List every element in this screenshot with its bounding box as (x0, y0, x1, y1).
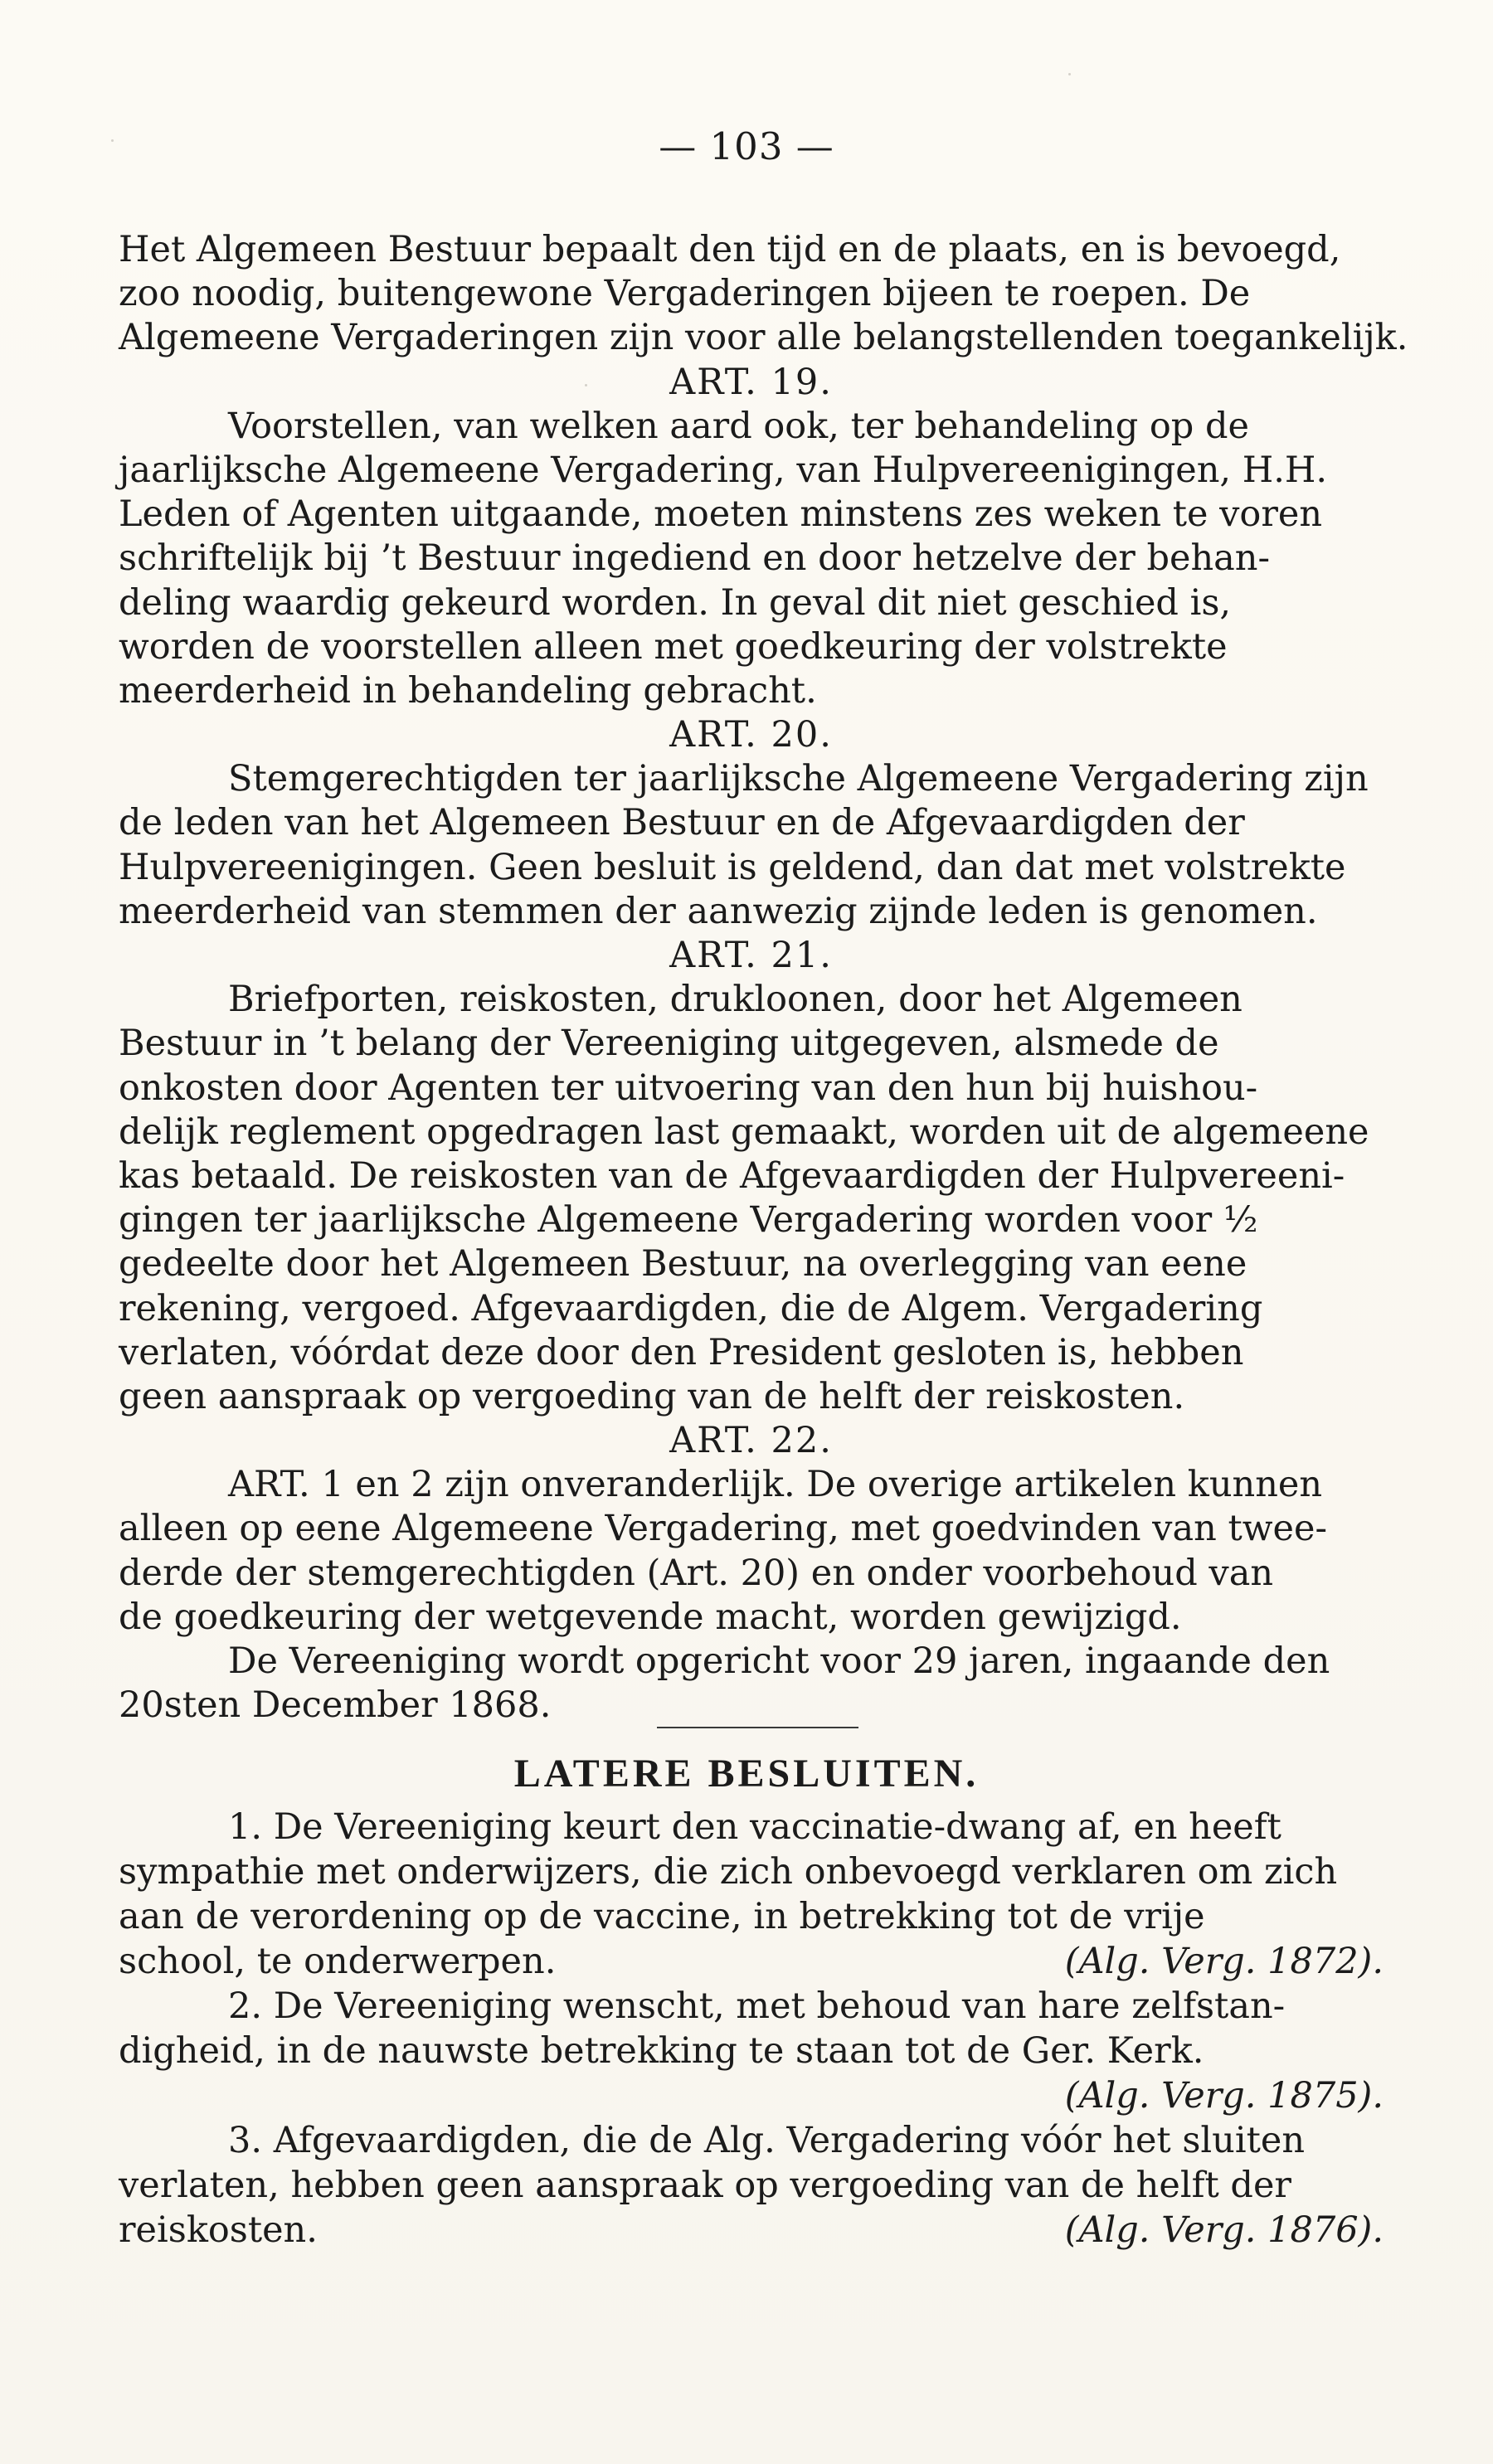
text-line: geen aanspraak op vergoeding van de helft der reiskosten. (119, 1375, 1185, 1417)
text-line: worden de voorstellen alleen met goedkeuring der volstrekte (119, 625, 1228, 668)
text-line: deling waardig gekeurd worden. In geval dit niet geschied is, (119, 581, 1232, 624)
decision-line: 1. De Vereeniging keurt den vaccinatie-dwang af, en heeft (228, 1806, 1281, 1848)
decision-line: reiskosten. (119, 2209, 318, 2251)
latere-besluiten (119, 1805, 1384, 2253)
text-line: schriftelijk bij ’t Bestuur ingediend en door hetzelve der behan- (119, 537, 1271, 580)
print-speck (1068, 73, 1071, 75)
text-line: onkosten door Agenten ter uitvoering van den hun bij huishou- (119, 1067, 1258, 1109)
statute-text (119, 228, 1408, 1728)
article-heading: ART. 20. (669, 714, 833, 756)
decision-line: 3. Afgevaardigden, die de Alg. Vergadering vóór het sluiten (228, 2120, 1306, 2161)
article-heading: ART. 21. (669, 935, 833, 976)
decision-line-with-reference (119, 1939, 1384, 1984)
meeting-reference-line (119, 2073, 1384, 2118)
text-line: meerderheid van stemmen der aanwezig zijnde leden is genomen. (119, 890, 1318, 932)
decision-line: sympathie met onderwijzers, die zich onbevoegd verklaren om zich (119, 1851, 1338, 1893)
text-line: kas betaald. De reiskosten van de Afgevaardigden der Hulpvereeni- (119, 1154, 1345, 1197)
text-line: de leden van het Algemeen Bestuur en de Afgevaardigden der (119, 802, 1245, 844)
text-line: zoo noodig, buitengewone Vergaderingen bijeen te roepen. De (119, 273, 1251, 315)
meeting-reference: (Alg. Verg. 1875). (1064, 2075, 1384, 2117)
page-number: — 103 — (659, 124, 834, 168)
text-line: gedeelte door het Algemeen Bestuur, na overlegging van eene (119, 1243, 1247, 1285)
text-line: Briefporten, reiskosten, drukloonen, door het Algemeen (228, 979, 1243, 1021)
decision-line: aan de verordening op de vaccine, in betrekking tot de vrije (119, 1896, 1205, 1937)
text-line: Bestuur in ’t belang der Vereeniging uitgegeven, alsmede de (119, 1023, 1219, 1065)
decision-line: verlaten, hebben geen aanspraak op vergoeding van de helft der (119, 2165, 1291, 2206)
text-line: Voorstellen, van welken aard ook, ter behandeling op de (228, 405, 1249, 447)
decision-line-with-reference (119, 2208, 1384, 2253)
article-heading: ART. 22. (669, 1420, 833, 1462)
text-line: delijk reglement opgedragen last gemaakt, worden uit de algemeene (119, 1111, 1369, 1153)
text-line: alleen op eene Algemeene Vergadering, met goedvinden van twee- (119, 1508, 1327, 1550)
decision-line: school, te onderwerpen. (119, 1941, 557, 1982)
text-line: de goedkeuring der wetgevende macht, worden gewijzigd. (119, 1596, 1182, 1638)
print-speck (585, 384, 587, 386)
text-line: jaarlijksche Algemeene Vergadering, van Hulpvereenigingen, H.H. (119, 449, 1328, 491)
article-heading: ART. 19. (669, 361, 833, 403)
text-line: rekening, vergoed. Afgevaardigden, die de Algem. Vergadering (119, 1287, 1263, 1329)
text-line: ART. 1 en 2 zijn onveranderlijk. De overige artikelen kunnen (228, 1464, 1323, 1506)
decision-line: digheid, in de nauwste betrekking te staan tot de Ger. Kerk. (119, 2030, 1204, 2072)
text-line: meerderheid in behandeling gebracht. (119, 669, 817, 712)
print-speck (111, 139, 114, 142)
decision-line: 2. De Vereeniging wenscht, met behoud van hare zelfstan- (228, 1985, 1286, 2027)
text-line: Stemgerechtigden ter jaarlijksche Algemeene Vergadering zijn (228, 758, 1369, 800)
section-divider (657, 1727, 858, 1728)
text-line: derde der stemgerechtigden (Art. 20) en onder voorbehoud van (119, 1552, 1274, 1594)
text-line: Leden of Agenten uitgaande, moeten minstens zes weken te voren (119, 493, 1323, 536)
section-title: LATERE BESLUITEN. (513, 1752, 980, 1796)
text-line: Algemeene Vergaderingen zijn voor alle belangstellenden toegankelijk. (119, 317, 1408, 359)
date-line: 20sten December 1868. (119, 1684, 552, 1727)
text-line: Hulpvereenigingen. Geen besluit is geldend, dan dat met volstrekte (119, 846, 1346, 888)
text-line: Het Algemeen Bestuur bepaalt den tijd en de plaats, en is bevoegd, (119, 229, 1341, 270)
text-line: gingen ter jaarlijksche Algemeene Vergadering worden voor ½ (119, 1199, 1258, 1242)
text-line: De Vereeniging wordt opgericht voor 29 jaren, ingaande den (228, 1640, 1330, 1682)
text-line: verlaten, vóórdat deze door den President gesloten is, hebben (119, 1331, 1244, 1373)
meeting-reference: (Alg. Verg. 1876). (1064, 2209, 1384, 2251)
meeting-reference: (Alg. Verg. 1872). (1064, 1941, 1384, 1982)
